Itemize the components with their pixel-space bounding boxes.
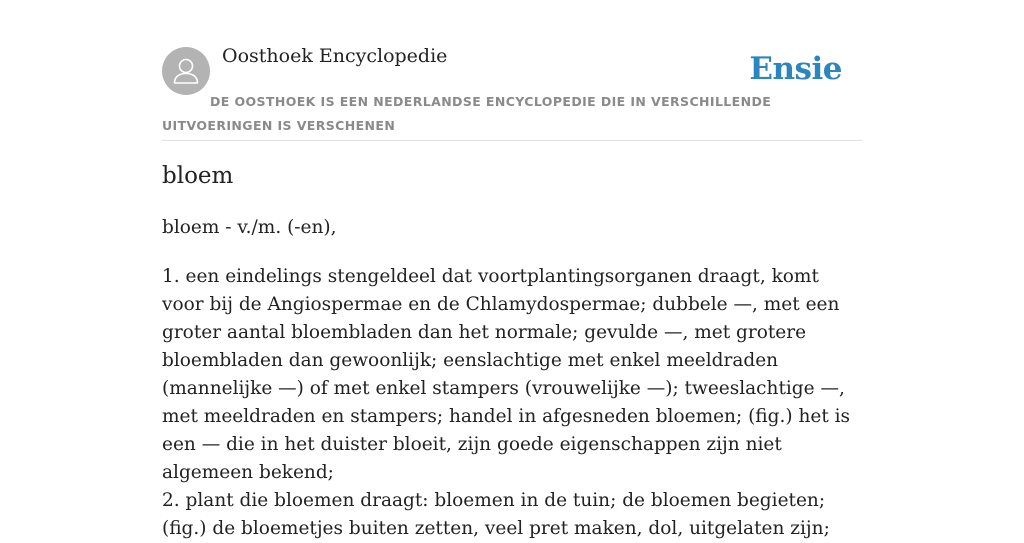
avatar[interactable] xyxy=(162,47,210,95)
site-tagline: DE OOSTHOEK IS EEN NEDERLANDSE ENCYCLOPEDIE DIE IN VERSCHILLENDE UITVOERINGEN IS VERSCHENEN xyxy=(162,94,772,133)
entry-title: bloem xyxy=(162,163,234,189)
site-header xyxy=(162,0,862,141)
entry-headword: bloem - v./m. (-en), xyxy=(162,217,337,238)
definition-sense-1: 1. een eindelings stengeldeel dat voortplantingsorganen draagt, komt voor bij de Angiospermae en de Chlamydospermae; dubbele —, met een groter aantal bloembladen dan het normale; gevulde —, met grotere bloembladen dan gewoonlijk; eenslachtige met enkel meeldraden (mannelijke —) of met enkel stampers (vrouwelijke —); tweeslachtige —, met meeldraden en stampers; handel in afgesneden bloemen; (fig.) het is een — die in het duister bloeit, zijn goede eigenschappen zijn niet algemeen bekend; xyxy=(162,266,851,483)
user-silhouette-icon xyxy=(162,47,210,95)
page-content xyxy=(162,0,862,539)
entry-definition xyxy=(162,263,862,543)
brand-logo[interactable]: Ensie xyxy=(749,51,842,87)
definition-sense-2: 2. plant die bloemen draagt: bloemen in de tuin; de bloemen begieten; (fig.) de bloemetjes buiten zetten, veel pret maken, dol, uitgelaten zijn; xyxy=(162,490,830,539)
site-title[interactable]: Oosthoek Encyclopedie xyxy=(222,45,448,67)
